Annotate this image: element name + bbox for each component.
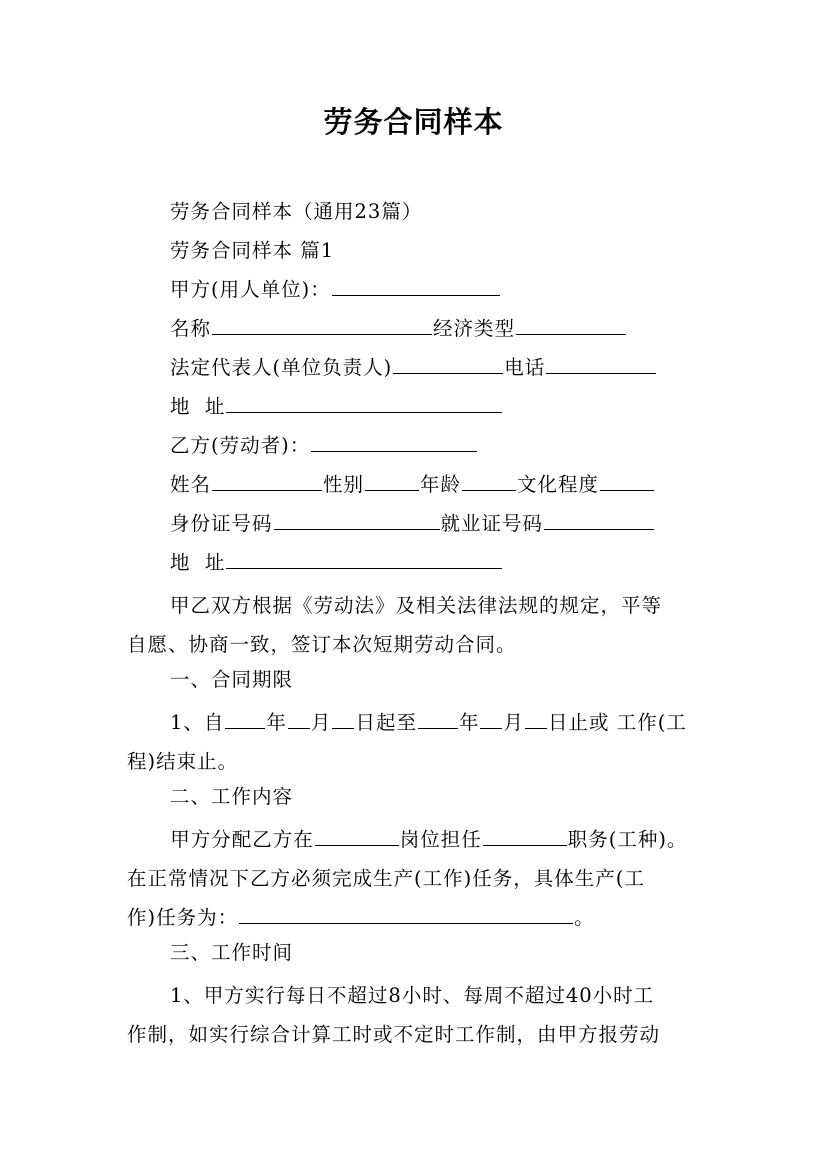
party-a-name-blank [212, 316, 432, 335]
party-b-info-line [170, 469, 655, 497]
rep-label: 法定代表人(单位负责人) [170, 356, 393, 379]
gender-blank [365, 472, 419, 491]
document-title: 劳务合同样本 [323, 105, 504, 139]
id-label: 身份证号码 [170, 512, 273, 535]
term-line-2: 程)结束止。 [127, 750, 239, 773]
party-b-id-line [170, 508, 655, 536]
start-day-label: 日起至 [355, 711, 417, 734]
section1-item1 [127, 703, 707, 781]
work-line-1 [127, 820, 707, 859]
section3-heading: 三、工作时间 [170, 941, 294, 964]
rep-blank [393, 355, 503, 374]
party-b-address-blank [226, 550, 502, 569]
intro-line-1: 甲乙双方根据《劳动法》及相关法律法规的规定，平等 [170, 594, 663, 617]
start-year-blank [225, 710, 265, 729]
work-line-3 [127, 898, 707, 937]
party-a-blank [332, 277, 500, 296]
term-line-1 [127, 703, 707, 742]
id-blank [274, 511, 440, 530]
post-blank [315, 827, 399, 846]
party-a-rep-line [170, 352, 657, 380]
work-line-2: 在正常情况下乙方必须完成生产(工作)任务，具体生产(工 [127, 867, 645, 890]
end-day-label: 日止或 工作(工 [548, 711, 687, 734]
party-a-address-label: 地 址 [170, 395, 226, 418]
hours-line-2: 作制，如实行综合计算工时或不定时工作制，由甲方报劳动 [127, 1023, 661, 1046]
party-a-address-line [170, 391, 503, 419]
party-b-line [170, 430, 478, 458]
job-cert-blank [544, 511, 654, 530]
party-b-label: 乙方(劳动者)： [170, 434, 311, 457]
job-cert-label: 就业证号码 [440, 512, 544, 535]
end-month-label: 月 [503, 711, 524, 734]
task-blank [239, 905, 573, 924]
edu-blank [600, 472, 654, 491]
article-heading: 劳务合同样本 篇1 [170, 239, 335, 262]
section2-heading: 二、工作内容 [170, 785, 294, 808]
task-label: 作)任务为： [127, 906, 239, 929]
econ-type-blank [516, 316, 626, 335]
econ-type-label: 经济类型 [433, 317, 516, 340]
party-a-name-label: 名称 [170, 317, 212, 340]
intro-paragraph [127, 586, 707, 664]
party-b-blank [311, 433, 477, 452]
subtitle: 劳务合同样本（通用23篇） [170, 200, 423, 223]
start-day-blank [332, 710, 354, 729]
party-a-address-blank [226, 394, 502, 413]
party-a-line [170, 274, 501, 302]
end-day-blank [525, 710, 547, 729]
party-b-name-blank [212, 472, 322, 491]
edu-label: 文化程度 [517, 473, 600, 496]
party-a-name-line [170, 313, 627, 341]
age-label: 年龄 [420, 473, 462, 496]
phone-label: 电话 [504, 356, 546, 379]
work-text-1: 甲方分配乙方在 [163, 828, 314, 851]
gender-label: 性别 [323, 473, 365, 496]
start-year-label: 年 [266, 711, 287, 734]
age-blank [462, 472, 516, 491]
party-a-label: 甲方(用人单位)： [170, 278, 331, 301]
duty-blank [483, 827, 567, 846]
end-month-blank [480, 710, 502, 729]
end-year-label: 年 [458, 711, 480, 734]
end-year-blank [418, 710, 458, 729]
intro-line-2: 自愿、协商一致，签订本次短期劳动合同。 [127, 633, 517, 656]
section2-paragraph [127, 820, 707, 937]
party-b-address-line [170, 547, 503, 575]
party-b-name-label: 姓名 [170, 473, 212, 496]
phone-blank [546, 355, 656, 374]
work-text-3: 职务(工种)。 [567, 828, 688, 851]
start-month-blank [288, 710, 310, 729]
party-b-address-label: 地 址 [170, 551, 226, 574]
start-month-label: 月 [310, 711, 332, 734]
section3-item1 [127, 976, 707, 1054]
section1-heading: 一、合同期限 [170, 668, 294, 691]
work-text-2: 岗位担任 [399, 828, 482, 851]
hours-line-1: 1、甲方实行每日不超过8小时、每周不超过40小时工 [170, 984, 655, 1007]
task-suffix: 。 [574, 906, 595, 929]
term-prefix: 1、自 [170, 711, 225, 734]
